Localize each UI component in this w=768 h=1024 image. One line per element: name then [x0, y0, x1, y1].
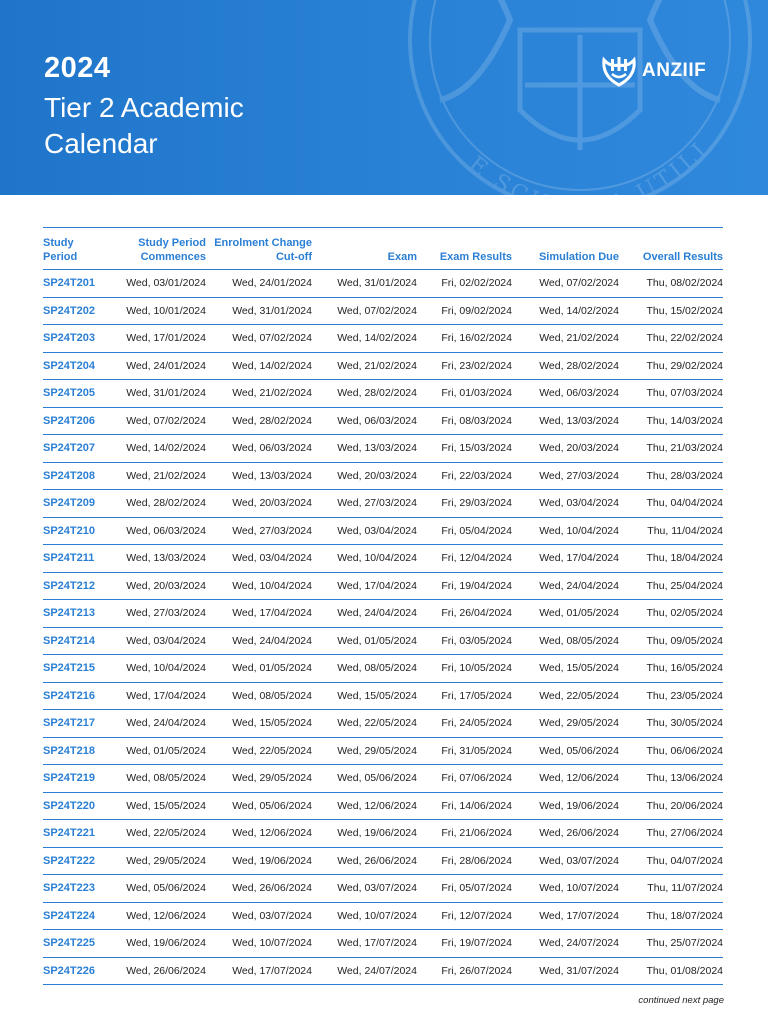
anziif-logo-icon [600, 54, 638, 88]
column-header: Enrolment Change Cut-off [206, 228, 312, 270]
study-period-code: SP24T224 [43, 902, 105, 930]
simulation-due-date: Wed, 14/02/2024 [512, 297, 619, 325]
simulation-due-date: Wed, 29/05/2024 [512, 710, 619, 738]
commences-date: Wed, 19/06/2024 [105, 930, 206, 958]
commences-date: Wed, 08/05/2024 [105, 765, 206, 793]
study-period-code: SP24T207 [43, 435, 105, 463]
exam-date: Wed, 05/06/2024 [312, 765, 417, 793]
enrolment-cutoff-date: Wed, 08/05/2024 [206, 682, 312, 710]
exam-date: Wed, 10/07/2024 [312, 902, 417, 930]
overall-results-date: Thu, 07/03/2024 [619, 380, 723, 408]
commences-date: Wed, 07/02/2024 [105, 407, 206, 435]
table-row [43, 462, 723, 490]
exam-results-date: Fri, 21/06/2024 [417, 820, 512, 848]
study-period-code: SP24T215 [43, 655, 105, 683]
study-period-code: SP24T223 [43, 875, 105, 903]
table-header-row [43, 228, 723, 270]
study-period-code: SP24T216 [43, 682, 105, 710]
commences-date: Wed, 06/03/2024 [105, 517, 206, 545]
enrolment-cutoff-date: Wed, 10/04/2024 [206, 572, 312, 600]
enrolment-cutoff-date: Wed, 26/06/2024 [206, 875, 312, 903]
study-period-code: SP24T221 [43, 820, 105, 848]
study-period-code: SP24T209 [43, 490, 105, 518]
commences-date: Wed, 24/01/2024 [105, 352, 206, 380]
simulation-due-date: Wed, 21/02/2024 [512, 325, 619, 353]
study-period-code: SP24T218 [43, 737, 105, 765]
enrolment-cutoff-date: Wed, 27/03/2024 [206, 517, 312, 545]
table-row [43, 902, 723, 930]
commences-date: Wed, 13/03/2024 [105, 545, 206, 573]
table-row [43, 600, 723, 628]
table-body [43, 270, 723, 985]
commences-date: Wed, 29/05/2024 [105, 847, 206, 875]
study-period-code: SP24T211 [43, 545, 105, 573]
enrolment-cutoff-date: Wed, 10/07/2024 [206, 930, 312, 958]
overall-results-date: Thu, 01/08/2024 [619, 957, 723, 985]
commences-date: Wed, 12/06/2024 [105, 902, 206, 930]
commences-date: Wed, 27/03/2024 [105, 600, 206, 628]
exam-results-date: Fri, 03/05/2024 [417, 627, 512, 655]
study-period-code: SP24T210 [43, 517, 105, 545]
simulation-due-date: Wed, 15/05/2024 [512, 655, 619, 683]
study-period-code: SP24T204 [43, 352, 105, 380]
commences-date: Wed, 10/04/2024 [105, 655, 206, 683]
table-row [43, 270, 723, 298]
enrolment-cutoff-date: Wed, 17/04/2024 [206, 600, 312, 628]
simulation-due-date: Wed, 10/04/2024 [512, 517, 619, 545]
enrolment-cutoff-date: Wed, 03/07/2024 [206, 902, 312, 930]
table-row [43, 435, 723, 463]
table-row [43, 957, 723, 985]
overall-results-date: Thu, 11/07/2024 [619, 875, 723, 903]
simulation-due-date: Wed, 06/03/2024 [512, 380, 619, 408]
column-header: Study Period Commences [105, 228, 206, 270]
exam-results-date: Fri, 23/02/2024 [417, 352, 512, 380]
simulation-due-date: Wed, 20/03/2024 [512, 435, 619, 463]
exam-results-date: Fri, 09/02/2024 [417, 297, 512, 325]
enrolment-cutoff-date: Wed, 05/06/2024 [206, 792, 312, 820]
exam-results-date: Fri, 26/07/2024 [417, 957, 512, 985]
overall-results-date: Thu, 28/03/2024 [619, 462, 723, 490]
exam-results-date: Fri, 31/05/2024 [417, 737, 512, 765]
exam-date: Wed, 31/01/2024 [312, 270, 417, 298]
exam-date: Wed, 08/05/2024 [312, 655, 417, 683]
enrolment-cutoff-date: Wed, 28/02/2024 [206, 407, 312, 435]
simulation-due-date: Wed, 01/05/2024 [512, 600, 619, 628]
exam-results-date: Fri, 12/07/2024 [417, 902, 512, 930]
table-row [43, 765, 723, 793]
overall-results-date: Thu, 06/06/2024 [619, 737, 723, 765]
exam-results-date: Fri, 24/05/2024 [417, 710, 512, 738]
enrolment-cutoff-date: Wed, 24/01/2024 [206, 270, 312, 298]
calendar-year: 2024 [44, 52, 111, 84]
overall-results-date: Thu, 14/03/2024 [619, 407, 723, 435]
table-row [43, 490, 723, 518]
column-header: Exam [312, 228, 417, 270]
table-row [43, 710, 723, 738]
table-row [43, 325, 723, 353]
exam-date: Wed, 28/02/2024 [312, 380, 417, 408]
commences-date: Wed, 15/05/2024 [105, 792, 206, 820]
enrolment-cutoff-date: Wed, 06/03/2024 [206, 435, 312, 463]
enrolment-cutoff-date: Wed, 12/06/2024 [206, 820, 312, 848]
exam-results-date: Fri, 16/02/2024 [417, 325, 512, 353]
table-row [43, 407, 723, 435]
exam-date: Wed, 03/04/2024 [312, 517, 417, 545]
page-title: Tier 2 Academic Calendar [44, 92, 244, 159]
table-row [43, 545, 723, 573]
continued-note: continued next page [638, 995, 724, 1006]
study-period-code: SP24T202 [43, 297, 105, 325]
exam-results-date: Fri, 19/07/2024 [417, 930, 512, 958]
simulation-due-date: Wed, 05/06/2024 [512, 737, 619, 765]
exam-results-date: Fri, 17/05/2024 [417, 682, 512, 710]
study-period-code: SP24T214 [43, 627, 105, 655]
seal-motto: E SCIENTIA UTILI [463, 136, 715, 220]
commences-date: Wed, 17/01/2024 [105, 325, 206, 353]
simulation-due-date: Wed, 10/07/2024 [512, 875, 619, 903]
overall-results-date: Thu, 27/06/2024 [619, 820, 723, 848]
study-period-code: SP24T203 [43, 325, 105, 353]
commences-date: Wed, 21/02/2024 [105, 462, 206, 490]
enrolment-cutoff-date: Wed, 22/05/2024 [206, 737, 312, 765]
overall-results-date: Thu, 22/02/2024 [619, 325, 723, 353]
commences-date: Wed, 26/06/2024 [105, 957, 206, 985]
enrolment-cutoff-date: Wed, 21/02/2024 [206, 380, 312, 408]
table-row [43, 792, 723, 820]
table-row [43, 517, 723, 545]
study-period-code: SP24T201 [43, 270, 105, 298]
table-row [43, 572, 723, 600]
commences-date: Wed, 10/01/2024 [105, 297, 206, 325]
study-period-code: SP24T222 [43, 847, 105, 875]
simulation-due-date: Wed, 17/04/2024 [512, 545, 619, 573]
study-period-code: SP24T205 [43, 380, 105, 408]
exam-date: Wed, 20/03/2024 [312, 462, 417, 490]
enrolment-cutoff-date: Wed, 07/02/2024 [206, 325, 312, 353]
exam-date: Wed, 26/06/2024 [312, 847, 417, 875]
academic-calendar-table [43, 227, 723, 985]
exam-date: Wed, 06/03/2024 [312, 407, 417, 435]
overall-results-date: Thu, 23/05/2024 [619, 682, 723, 710]
overall-results-date: Thu, 16/05/2024 [619, 655, 723, 683]
simulation-due-date: Wed, 24/04/2024 [512, 572, 619, 600]
commences-date: Wed, 14/02/2024 [105, 435, 206, 463]
study-period-code: SP24T226 [43, 957, 105, 985]
simulation-due-date: Wed, 03/04/2024 [512, 490, 619, 518]
commences-date: Wed, 31/01/2024 [105, 380, 206, 408]
simulation-due-date: Wed, 28/02/2024 [512, 352, 619, 380]
simulation-due-date: Wed, 22/05/2024 [512, 682, 619, 710]
exam-date: Wed, 24/07/2024 [312, 957, 417, 985]
exam-results-date: Fri, 07/06/2024 [417, 765, 512, 793]
commences-date: Wed, 03/01/2024 [105, 270, 206, 298]
simulation-due-date: Wed, 26/06/2024 [512, 820, 619, 848]
exam-date: Wed, 15/05/2024 [312, 682, 417, 710]
enrolment-cutoff-date: Wed, 29/05/2024 [206, 765, 312, 793]
column-header: Exam Results [417, 228, 512, 270]
enrolment-cutoff-date: Wed, 17/07/2024 [206, 957, 312, 985]
exam-date: Wed, 07/02/2024 [312, 297, 417, 325]
exam-results-date: Fri, 05/04/2024 [417, 517, 512, 545]
commences-date: Wed, 28/02/2024 [105, 490, 206, 518]
commences-date: Wed, 05/06/2024 [105, 875, 206, 903]
exam-date: Wed, 24/04/2024 [312, 600, 417, 628]
overall-results-date: Thu, 15/02/2024 [619, 297, 723, 325]
exam-date: Wed, 17/04/2024 [312, 572, 417, 600]
enrolment-cutoff-date: Wed, 19/06/2024 [206, 847, 312, 875]
commences-date: Wed, 20/03/2024 [105, 572, 206, 600]
exam-results-date: Fri, 08/03/2024 [417, 407, 512, 435]
overall-results-date: Thu, 11/04/2024 [619, 517, 723, 545]
exam-date: Wed, 27/03/2024 [312, 490, 417, 518]
enrolment-cutoff-date: Wed, 31/01/2024 [206, 297, 312, 325]
simulation-due-date: Wed, 13/03/2024 [512, 407, 619, 435]
overall-results-date: Thu, 20/06/2024 [619, 792, 723, 820]
exam-date: Wed, 29/05/2024 [312, 737, 417, 765]
column-header: Simulation Due [512, 228, 619, 270]
exam-results-date: Fri, 05/07/2024 [417, 875, 512, 903]
commences-date: Wed, 03/04/2024 [105, 627, 206, 655]
overall-results-date: Thu, 18/04/2024 [619, 545, 723, 573]
exam-results-date: Fri, 10/05/2024 [417, 655, 512, 683]
table-row [43, 655, 723, 683]
exam-results-date: Fri, 01/03/2024 [417, 380, 512, 408]
overall-results-date: Thu, 13/06/2024 [619, 765, 723, 793]
header-banner [0, 0, 768, 220]
overall-results-date: Thu, 30/05/2024 [619, 710, 723, 738]
exam-results-date: Fri, 02/02/2024 [417, 270, 512, 298]
overall-results-date: Thu, 25/04/2024 [619, 572, 723, 600]
study-period-code: SP24T217 [43, 710, 105, 738]
study-period-code: SP24T212 [43, 572, 105, 600]
overall-results-date: Thu, 29/02/2024 [619, 352, 723, 380]
overall-results-date: Thu, 08/02/2024 [619, 270, 723, 298]
overall-results-date: Thu, 04/07/2024 [619, 847, 723, 875]
commences-date: Wed, 17/04/2024 [105, 682, 206, 710]
exam-date: Wed, 01/05/2024 [312, 627, 417, 655]
simulation-due-date: Wed, 19/06/2024 [512, 792, 619, 820]
table-row [43, 627, 723, 655]
exam-date: Wed, 22/05/2024 [312, 710, 417, 738]
exam-results-date: Fri, 19/04/2024 [417, 572, 512, 600]
exam-results-date: Fri, 12/04/2024 [417, 545, 512, 573]
exam-results-date: Fri, 22/03/2024 [417, 462, 512, 490]
column-header: Overall Results [619, 228, 723, 270]
logo-text: ANZIIF [642, 60, 707, 81]
simulation-due-date: Wed, 24/07/2024 [512, 930, 619, 958]
commences-date: Wed, 22/05/2024 [105, 820, 206, 848]
simulation-due-date: Wed, 07/02/2024 [512, 270, 619, 298]
table-row [43, 297, 723, 325]
study-period-code: SP24T213 [43, 600, 105, 628]
enrolment-cutoff-date: Wed, 20/03/2024 [206, 490, 312, 518]
enrolment-cutoff-date: Wed, 03/04/2024 [206, 545, 312, 573]
study-period-code: SP24T206 [43, 407, 105, 435]
table-row [43, 682, 723, 710]
study-period-code: SP24T220 [43, 792, 105, 820]
column-header: Study Period [43, 228, 105, 270]
study-period-code: SP24T219 [43, 765, 105, 793]
table-row [43, 352, 723, 380]
enrolment-cutoff-date: Wed, 24/04/2024 [206, 627, 312, 655]
anziif-logo [600, 54, 706, 88]
table-row [43, 820, 723, 848]
study-period-code: SP24T225 [43, 930, 105, 958]
exam-date: Wed, 14/02/2024 [312, 325, 417, 353]
exam-date: Wed, 12/06/2024 [312, 792, 417, 820]
exam-results-date: Fri, 26/04/2024 [417, 600, 512, 628]
exam-results-date: Fri, 14/06/2024 [417, 792, 512, 820]
exam-date: Wed, 21/02/2024 [312, 352, 417, 380]
simulation-due-date: Wed, 12/06/2024 [512, 765, 619, 793]
exam-results-date: Fri, 15/03/2024 [417, 435, 512, 463]
study-period-code: SP24T208 [43, 462, 105, 490]
exam-date: Wed, 10/04/2024 [312, 545, 417, 573]
overall-results-date: Thu, 04/04/2024 [619, 490, 723, 518]
enrolment-cutoff-date: Wed, 13/03/2024 [206, 462, 312, 490]
exam-date: Wed, 13/03/2024 [312, 435, 417, 463]
enrolment-cutoff-date: Wed, 01/05/2024 [206, 655, 312, 683]
commences-date: Wed, 01/05/2024 [105, 737, 206, 765]
table-row [43, 875, 723, 903]
table-row [43, 737, 723, 765]
overall-results-date: Thu, 21/03/2024 [619, 435, 723, 463]
exam-results-date: Fri, 29/03/2024 [417, 490, 512, 518]
simulation-due-date: Wed, 08/05/2024 [512, 627, 619, 655]
table-row [43, 847, 723, 875]
overall-results-date: Thu, 18/07/2024 [619, 902, 723, 930]
overall-results-date: Thu, 02/05/2024 [619, 600, 723, 628]
overall-results-date: Thu, 25/07/2024 [619, 930, 723, 958]
exam-results-date: Fri, 28/06/2024 [417, 847, 512, 875]
simulation-due-date: Wed, 17/07/2024 [512, 902, 619, 930]
enrolment-cutoff-date: Wed, 14/02/2024 [206, 352, 312, 380]
commences-date: Wed, 24/04/2024 [105, 710, 206, 738]
exam-date: Wed, 17/07/2024 [312, 930, 417, 958]
simulation-due-date: Wed, 31/07/2024 [512, 957, 619, 985]
exam-date: Wed, 03/07/2024 [312, 875, 417, 903]
simulation-due-date: Wed, 03/07/2024 [512, 847, 619, 875]
crest-watermark-icon [360, 0, 768, 220]
simulation-due-date: Wed, 27/03/2024 [512, 462, 619, 490]
enrolment-cutoff-date: Wed, 15/05/2024 [206, 710, 312, 738]
table-row [43, 930, 723, 958]
exam-date: Wed, 19/06/2024 [312, 820, 417, 848]
table-row [43, 380, 723, 408]
overall-results-date: Thu, 09/05/2024 [619, 627, 723, 655]
